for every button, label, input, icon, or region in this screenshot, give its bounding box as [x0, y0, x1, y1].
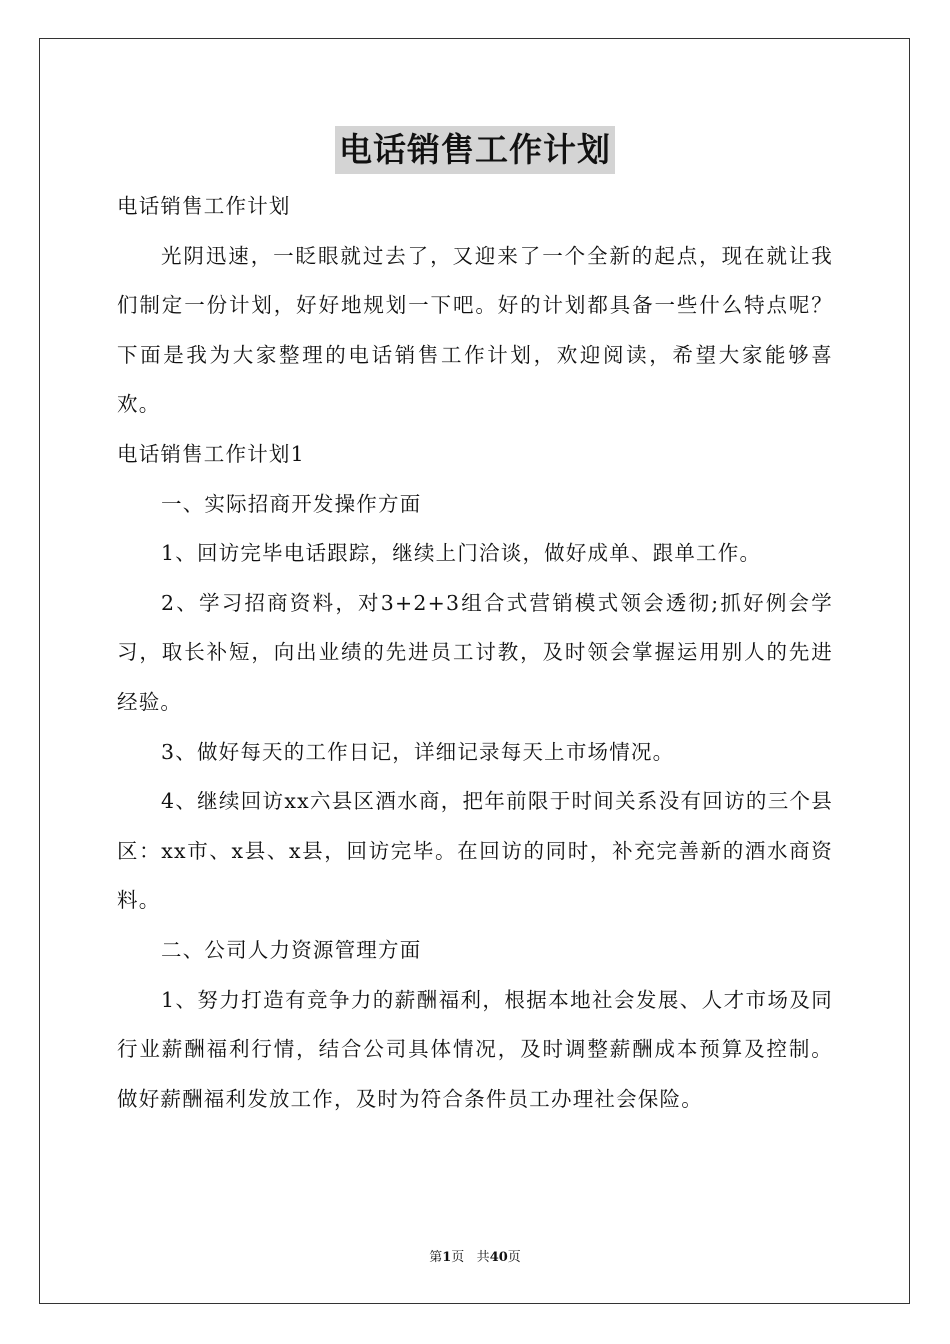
- paragraph-item: 4、继续回访xx六县区酒水商，把年前限于时间关系没有回访的三个县区：xx市、x县、x县，回访完毕。在回访的同时，补充完善新的酒水商资料。: [117, 789, 833, 913]
- paragraph-section-title: 电话销售工作计划1: [117, 441, 305, 466]
- total-suffix: 页: [507, 1250, 521, 1265]
- paragraph-item: 1、努力打造有竞争力的薪酬福利，根据本地社会发展、人才市场及同行业薪酬福利行情，结合公司具体情况，及时调整薪酬成本预算及控制。做好薪酬福利发放工作，及时为符合条件员工办理社会保险。: [117, 987, 833, 1111]
- paragraph-item: 1、回访完毕电话跟踪，继续上门洽谈，做好成单、跟单工作。: [161, 541, 762, 566]
- paragraph-item: 2、学习招商资料，对3+2+3组合式营销模式领会透彻;抓好例会学习，取长补短，向出业绩的先进员工讨教，及时领会掌握运用别人的先进经验。: [117, 590, 833, 714]
- paragraph-intro: 光阴迅速，一眨眼就过去了，又迎来了一个全新的起点，现在就让我们制定一份计划，好好地规划一下吧。好的计划都具备一些什么特点呢？下面是我为大家整理的电话销售工作计划，欢迎阅读，希望大家能够喜欢。: [117, 243, 833, 417]
- page-prefix: 第: [429, 1250, 443, 1265]
- page-suffix: 页: [451, 1250, 465, 1265]
- page-number: 1: [442, 1250, 452, 1265]
- page-footer: [0, 1246, 950, 1265]
- document-body: [117, 182, 833, 1124]
- paragraph-heading-1: 一、实际招商开发操作方面: [161, 491, 422, 516]
- total-pages: 40: [489, 1250, 508, 1265]
- title-container: [0, 126, 950, 174]
- paragraph-subtitle: 电话销售工作计划: [117, 194, 291, 218]
- total-prefix: 共: [476, 1250, 490, 1265]
- document-title: 电话销售工作计划: [335, 126, 615, 174]
- paragraph-heading-2: 二、公司人力资源管理方面: [161, 937, 422, 962]
- paragraph-item: 3、做好每天的工作日记，详细记录每天上市场情况。: [161, 739, 675, 764]
